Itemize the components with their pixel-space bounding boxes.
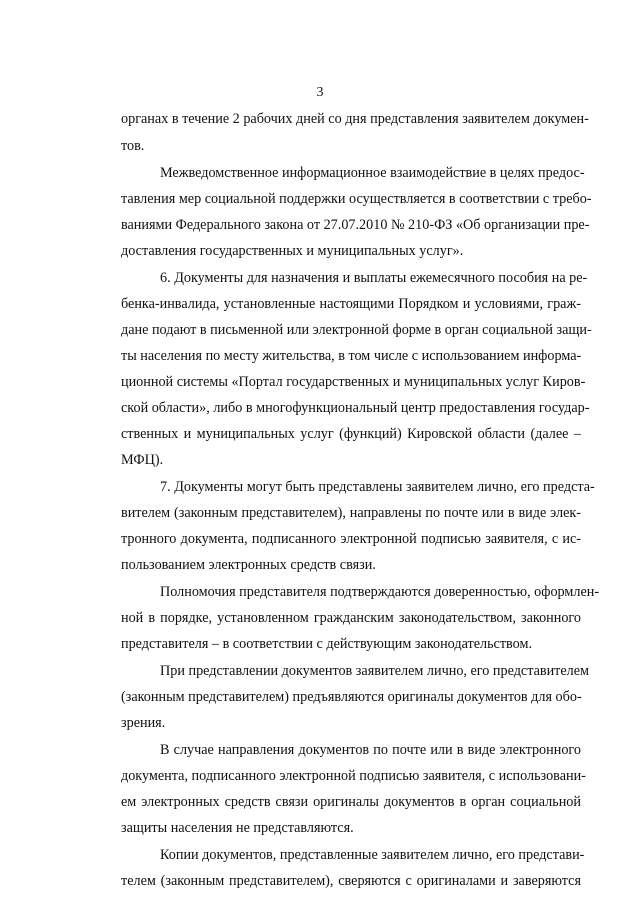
text-line: ционной системы «Портал государственных и муниципальных услуг Киров- [121,374,586,390]
text-line: бенка-инвалида, установленные настоящими Порядком и условиями, граж- [121,296,581,312]
text-line: доставления государственных и муниципальных услуг». [121,243,464,259]
text-line: МФЦ). [121,452,164,468]
text-line: Копии документов, представленные заявителем лично, его представи- [160,847,585,863]
text-line: защиты населения не представляются. [121,820,354,836]
text-line: вителем (законным представителем), направлены по почте или в виде элек- [121,505,581,521]
text-line: Межведомственное информационное взаимодействие в целях предос- [160,165,585,181]
text-line: пользованием электронных средств связи. [121,557,376,573]
text-line: тронного документа, подписанного электронной подписью заявителя, с ис- [121,531,581,547]
page-number: 3 [316,85,324,100]
text-line: 7. Документы могут быть представлены заявителем лично, его предста- [160,479,595,495]
text-line: 6. Документы для назначения и выплаты ежемесячного пособия на ре- [160,270,588,286]
text-line: телем (законным представителем), сверяются с оригиналами и заверяются [121,873,581,889]
text-line: дане подают в письменной или электронной форме в орган социальной защи- [121,322,592,338]
text-line: ной в порядке, установленном гражданским законодательством, законного [121,610,581,626]
text-line: ственных и муниципальных услуг (функций) Кировской области (далее – [121,426,581,442]
text-line: ваниями Федерального закона от 27.07.2010 № 210-ФЗ «Об организации пре- [121,217,590,233]
text-line: При представлении документов заявителем лично, его представителем [160,663,590,679]
text-line: документа, подписанного электронной подписью заявителя, с использовани- [121,768,586,784]
text-line: Полномочия представителя подтверждаются доверенностью, оформлен- [160,584,600,600]
text-line: органах в течение 2 рабочих дней со дня представления заявителем докумен- [121,111,589,127]
text-line: ты населения по месту жительства, в том числе с использованием информа- [121,348,582,364]
text-line: ем электронных средств связи оригиналы документов в орган социальной [121,794,581,810]
text-line: представителя – в соответствии с действующим законодательством. [121,636,533,652]
text-line: В случае направления документов по почте или в виде электронного [160,742,581,758]
text-line: тавления мер социальной поддержки осуществляется в соответствии с требо- [121,191,592,207]
text-line: тов. [121,138,145,154]
text-line: (законным представителем) предъявляются оригиналы документов для обо- [121,689,582,705]
text-line: ской области», либо в многофункциональный центр предоставления государ- [121,400,590,416]
text-line: зрения. [121,715,166,731]
